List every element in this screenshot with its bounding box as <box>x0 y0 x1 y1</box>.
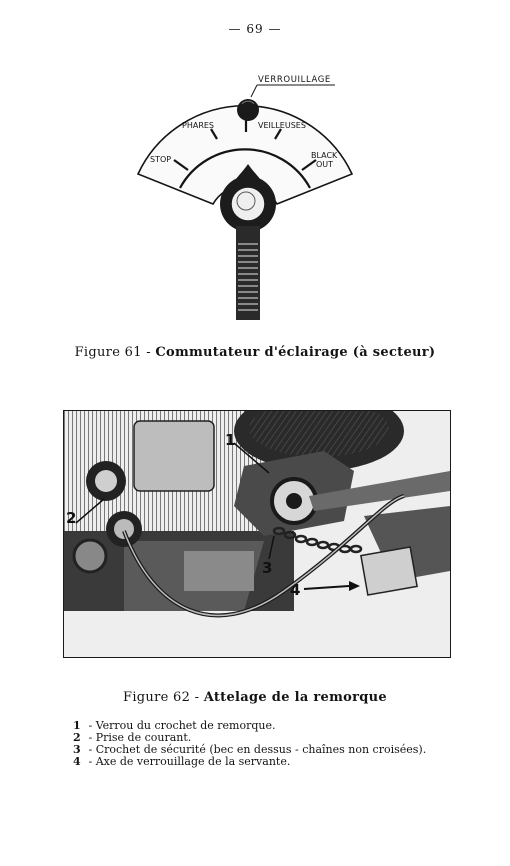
label-verrouillage: VERROUILLAGE <box>258 75 331 85</box>
figure61-caption: Figure 61 - Commutateur d'éclairage (à secteur) <box>74 345 436 360</box>
figure62-prefix: Figure 62 <box>123 690 191 705</box>
callout-2: 2 <box>66 509 77 527</box>
figure61-title: Commutateur d'éclairage (à secteur) <box>155 345 436 360</box>
legend-item: 4 - Axe de verrouillage de la servante. <box>73 755 291 768</box>
label-out: OUT <box>316 160 334 169</box>
legend-item: 2 - Prise de courant. <box>73 731 192 744</box>
figure62-caption: Figure 62 - Attelage de la remorque <box>123 690 387 705</box>
label-veilleuses: VEILLEUSES <box>258 121 306 130</box>
label-black: BLACK <box>311 151 338 160</box>
switch-handle <box>236 226 260 320</box>
lighting-switch-diagram <box>130 64 360 326</box>
lock-position-dot <box>237 99 259 121</box>
legend-item: 3 - Crochet de sécurité (bec en dessus - chaînes non croisées). <box>73 743 427 756</box>
legend-item: 1 - Verrou du crochet de remorque. <box>73 719 276 732</box>
callout-4: 4 <box>290 581 301 599</box>
figure62-title: Attelage de la remorque <box>203 690 387 705</box>
figure61-prefix: Figure 61 <box>74 345 142 360</box>
callout-3: 3 <box>262 559 273 577</box>
label-phares: PHARES <box>182 121 215 130</box>
callout-1: 1 <box>225 431 236 449</box>
label-stop: STOP <box>150 155 172 164</box>
figure62-legend <box>73 720 483 768</box>
page-number: — 69 — <box>228 22 282 36</box>
trailer-hitch-photo <box>63 410 451 658</box>
